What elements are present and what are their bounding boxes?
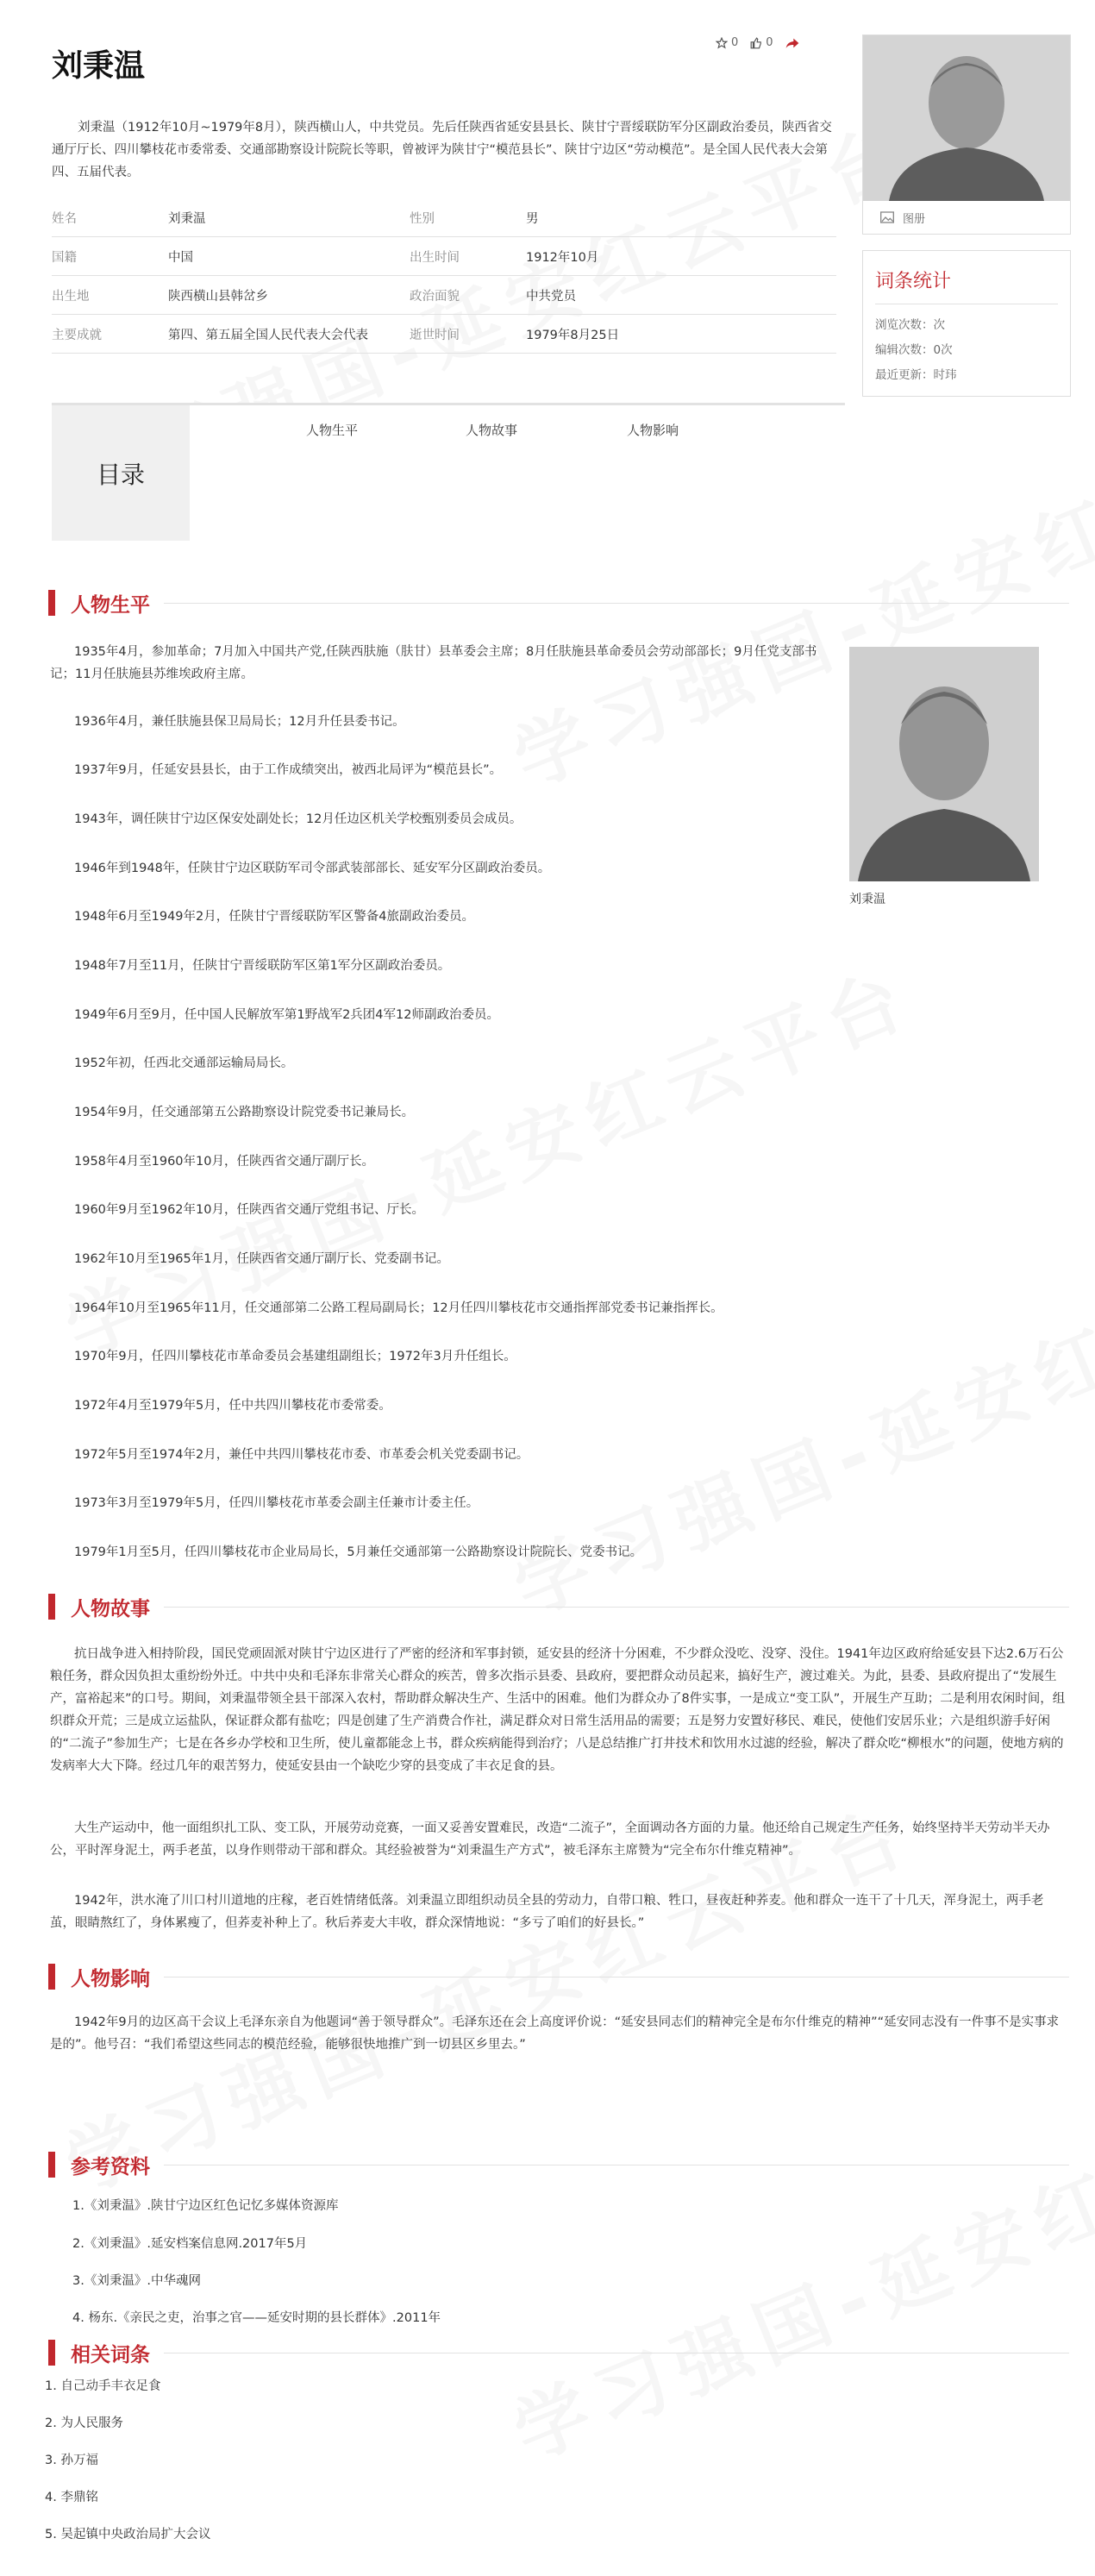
influence-paragraph: 1942年9月的边区高干会议上毛泽东亲自为他题词“善于领导群众”。毛泽东还在会上高度评价说：“延安县同志们的精神完全是布尔什维克的精神”“延安同志没有一件事不是实事求是的”。他号召：“我们希望这些同志的模范经验，能够很快地推广到一切县区乡里去。” — [50, 2015, 1060, 2052]
story-paragraph: 抗日战争进入相持阶段，国民党顽固派对陕甘宁边区进行了严密的经济和军事封锁，延安县的经济十分困难，不少群众没吃、没穿、没住。1941年边区政府给延安县下达2.6万石公粮任务，群众因负担太重纷纷外迁。中共中央和毛泽东非常关心群众的疾苦，曾多次指示县委、县政府，要把群众动员起来，搞好生产，渡过难关。为此，县委、县政府提出了“发展生产，富裕起来”的口号。期间，刘秉温带领全县干部深入农村，帮助群众解决生产、生活中的困难。他们为群众办了8件实事，一是成立“变工队”，开展生产互助；二是利用农闲时间，组织群众开荒；三是成立运盐队，保证群众都有盐吃；四是创建了生产消费合作社，满足群众对日常生活用品的需要；五是努力安置好移民、难民，使他们安居乐业；六是组织游手好闲的“二流子”参加生产；七是在各乡办学校和卫生所，使儿童都能念上书，群众疾病能得到治疗；八是总结推广打井技术和饮用水过滤的经验，解决了群众吃“柳根水”的问题，使地方病的发病率大大下降。经过几年的艰苦努力，使延安县由一个缺吃少穿的县变成了丰衣足食的县。 — [50, 1647, 1066, 1773]
info-key: 性别 — [410, 211, 435, 226]
life-paragraph: 1970年9月，任四川攀枝花市革命委员会基建组副组长；1972年3月升任组长。 — [74, 1350, 516, 1363]
section-marker — [48, 1964, 55, 1990]
reference-item[interactable]: 2.《刘秉温》.延安档案信息网.2017年5月 — [72, 2237, 308, 2251]
favorite-button[interactable] — [716, 36, 738, 49]
info-value: 刘秉温 — [168, 211, 206, 226]
section-title: 相关词条 — [71, 2343, 150, 2366]
image-gallery-icon — [880, 211, 894, 223]
story-paragraph: 大生产运动中，他一面组织扎工队、变工队，开展劳动竞赛，一面又妥善安置难民，改造“二流子”，全面调动各方面的力量。他还给自己规定生产任务，始终坚持半天劳动半天办公，平时浑身泥土，两手老茧，以身作则带动干部和群众。其经验被誉为“刘秉温生产方式”，被毛泽东主席赞为“完全布尔什维克精神”。 — [50, 1821, 1050, 1858]
section-heading-references — [48, 2152, 1069, 2178]
related-entry-link[interactable]: 3. 孙万福 — [45, 2454, 98, 2467]
info-key: 出生地 — [52, 289, 90, 304]
stats-edits: 编辑次数：0次 — [875, 343, 953, 357]
life-paragraph: 1936年4月，兼任肤施县保卫局局长；12月升任县委书记。 — [74, 715, 405, 729]
info-row — [52, 237, 836, 276]
info-row — [52, 198, 836, 237]
section-title: 人物影响 — [71, 1967, 150, 1990]
stats-views: 浏览次数：次 — [875, 318, 945, 332]
reference-item[interactable]: 3.《刘秉温》.中华魂网 — [72, 2274, 201, 2288]
info-row — [52, 276, 836, 315]
section-heading-influence — [48, 1964, 1069, 1990]
life-paragraph: 1948年7月至11月，任陕甘宁晋绥联防军区第1军分区副政治委员。 — [74, 959, 451, 973]
section-title: 人物故事 — [71, 1597, 150, 1620]
life-paragraph: 1952年初，任西北交通部运输局局长。 — [74, 1056, 294, 1070]
life-paragraph: 1960年9月至1962年10月，任陕西省交通厅党组书记、厅长。 — [74, 1203, 424, 1217]
info-value: 中国 — [168, 250, 193, 265]
story-paragraph: 1942年，洪水淹了川口村川道地的庄稼，老百姓情绪低落。刘秉温立即组织动员全县的劳动力，自带口粮、牲口，昼夜赶种荞麦。他和群众一连干了十几天，浑身泥土，两手老茧，眼睛熬红了，身体累瘦了，但荞麦补种上了。秋后荞麦大丰收，群众深情地说：“多亏了咱们的好县长。” — [50, 1894, 1044, 1930]
toc-item-influence[interactable]: 人物影响 — [627, 423, 679, 438]
info-value: 1979年8月25日 — [526, 328, 620, 342]
info-value: 中共党员 — [526, 289, 576, 304]
life-paragraph: 1949年6月至9月，任中国人民解放军第1野战军2兵团4军12师副政治委员。 — [74, 1008, 499, 1022]
like-count: 0 — [766, 36, 773, 49]
life-paragraph: 1948年6月至1949年2月，任陕甘宁晋绥联防军区警备4旅副政治委员。 — [74, 910, 474, 924]
life-paragraph: 1972年5月至1974年2月，兼任中共四川攀枝花市委、市革委会机关党委副书记。 — [74, 1448, 529, 1462]
portrait-image — [863, 35, 1070, 201]
related-entry-link[interactable]: 1. 自己动手丰衣足食 — [45, 2379, 161, 2393]
star-icon — [716, 37, 728, 49]
life-paragraph: 1937年9月，任延安县县长，由于工作成绩突出，被西北局评为“模范县长”。 — [74, 763, 503, 777]
life-paragraph: 1943年，调任陕甘宁边区保安处副处长；12月任边区机关学校甄别委员会成员。 — [74, 812, 522, 826]
share-icon — [785, 37, 799, 49]
entry-stats-card — [862, 250, 1071, 397]
life-paragraph: 1954年9月，任交通部第五公路勘察设计院党委书记兼局长。 — [74, 1106, 415, 1119]
figure-photo[interactable] — [849, 647, 1039, 881]
section-title: 参考资料 — [71, 2155, 150, 2178]
info-key: 主要成就 — [52, 328, 102, 342]
entry-actions — [716, 36, 799, 49]
life-paragraph: 1972年4月至1979年5月，任中共四川攀枝花市委常委。 — [74, 1399, 391, 1413]
portrait-photo[interactable] — [863, 35, 1070, 201]
table-of-contents — [52, 403, 845, 541]
life-paragraph: 1979年1月至5月，任四川攀枝花市企业局局长，5月兼任交通部第一公路勘察设计院院长、党委书记。 — [74, 1545, 643, 1559]
like-button[interactable] — [750, 36, 773, 49]
info-key: 国籍 — [52, 250, 77, 265]
info-key: 逝世时间 — [410, 328, 460, 342]
section-marker — [48, 590, 55, 616]
watermark-text — [496, 2042, 1095, 2480]
related-entry-link[interactable]: 4. 李鼎铭 — [45, 2491, 98, 2504]
life-paragraph: 1935年4月，参加革命；7月加入中国共产党,任陕西肤施（肤甘）县革委会主席；8月任肤施县革命委员会劳动部部长；9月任党支部书记；11月任肤施县苏维埃政府主席。 — [50, 645, 817, 681]
related-entry-link[interactable]: 5. 吴起镇中央政治局扩大会议 — [45, 2528, 211, 2542]
toc-list — [190, 405, 845, 541]
toc-label: 目录 — [52, 405, 190, 541]
share-button[interactable] — [785, 36, 799, 49]
section-marker — [48, 2152, 55, 2178]
life-paragraph: 1946年到1948年，任陕甘宁边区联防军司令部武装部部长、延安军分区副政治委员。 — [74, 862, 551, 875]
info-key: 政治面貌 — [410, 289, 460, 304]
life-paragraph: 1962年10月至1965年1月，任陕西省交通厅副厅长、党委副书记。 — [74, 1252, 449, 1266]
reference-item[interactable]: 4. 杨东.《亲民之吏，治事之官——延安时期的县长群体》.2011年 — [72, 2311, 441, 2325]
info-value: 第四、第五届全国人民代表大会代表 — [168, 328, 368, 342]
life-paragraph: 1964年10月至1965年11月，任交通部第二公路工程局副局长；12月任四川攀枝花市交通指挥部党委书记兼指挥长。 — [74, 1301, 723, 1315]
portrait-card[interactable] — [862, 34, 1071, 235]
section-title: 人物生平 — [71, 593, 150, 617]
section-heading-story — [48, 1594, 1069, 1620]
related-entry-link[interactable]: 2. 为人民服务 — [45, 2416, 123, 2430]
info-value: 陕西横山县韩岔乡 — [168, 289, 268, 304]
toc-item-life[interactable]: 人物生平 — [306, 423, 359, 438]
album-link[interactable] — [863, 201, 1070, 234]
favorite-count: 0 — [731, 36, 739, 49]
basic-info-table — [52, 198, 836, 354]
stats-title: 词条统计 — [875, 266, 1058, 304]
life-paragraph: 1973年3月至1979年5月，任四川攀枝花市革委会副主任兼市计委主任。 — [74, 1496, 479, 1510]
section-heading-life — [48, 590, 1069, 616]
section-divider — [164, 1607, 1069, 1608]
info-value: 1912年10月 — [526, 250, 599, 265]
stats-updated: 最近更新：时玮 — [875, 368, 957, 382]
info-value: 男 — [526, 211, 539, 226]
section-marker — [48, 1594, 55, 1620]
entry-summary: 刘秉温（1912年10月~1979年8月），陕西横山人，中共党员。先后任陕西省延安县县长、陕甘宁晋绥联防军分区副政治委员，陕西省交通厅厅长、四川攀枝花市委常委、交通部勘察设计院院长等职，曾被评为陕甘宁“模范县长”、陕甘宁边区“劳动模范”。是全国人民代表大会第四、五届代表。 — [52, 121, 832, 179]
info-key: 出生时间 — [410, 250, 460, 265]
info-key: 姓名 — [52, 211, 77, 226]
section-heading-related — [48, 2340, 1069, 2366]
section-marker — [48, 2340, 55, 2366]
entry-title: 刘秉温 — [52, 48, 146, 84]
reference-item[interactable]: 1.《刘秉温》.陕甘宁边区红色记忆多媒体资源库 — [72, 2199, 339, 2213]
figure-image — [849, 647, 1039, 881]
section-divider — [164, 603, 1069, 604]
info-row — [52, 315, 836, 354]
life-paragraph: 1958年4月至1960年10月，任陕西省交通厅副厅长。 — [74, 1155, 374, 1169]
toc-item-story[interactable]: 人物故事 — [466, 423, 518, 438]
thumbs-up-icon — [750, 37, 762, 49]
album-label: 图册 — [903, 212, 926, 226]
figure-caption: 刘秉温 — [849, 893, 885, 906]
